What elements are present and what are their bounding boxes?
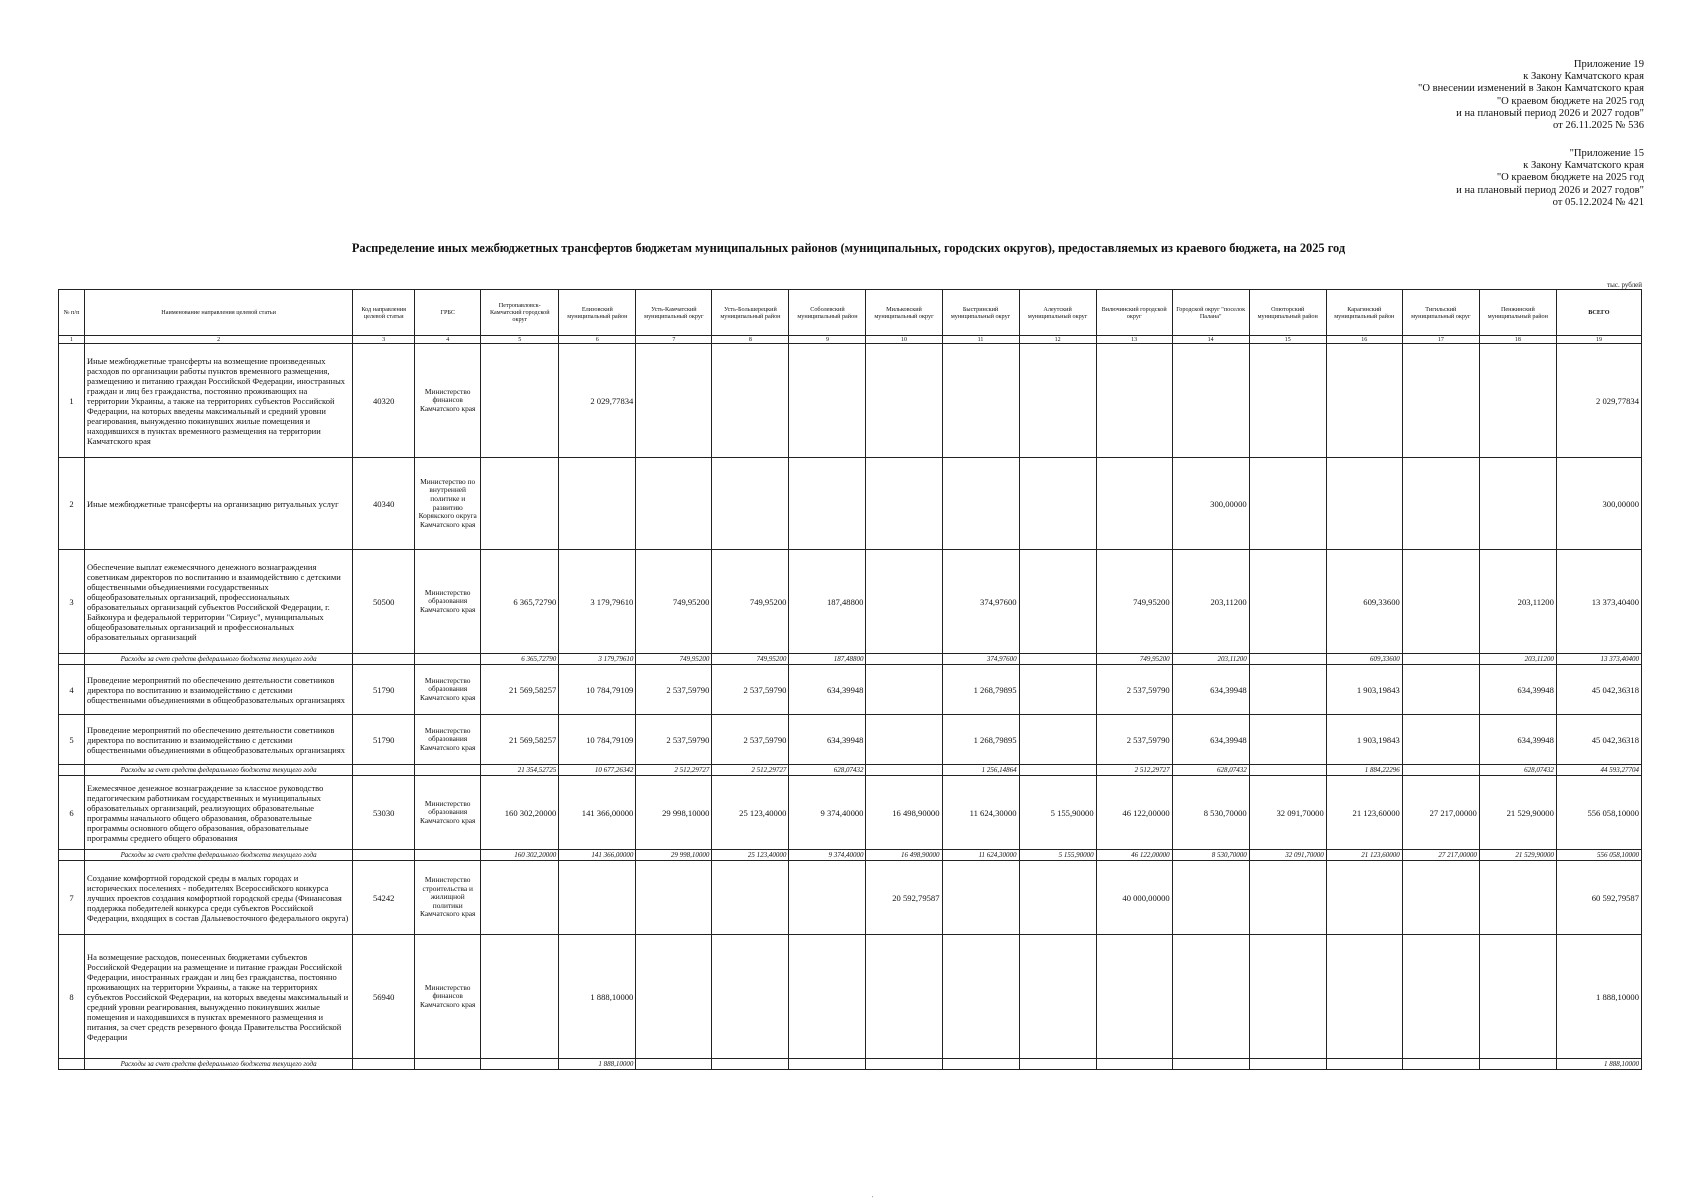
row-value: 27 217,00000 — [1402, 776, 1479, 850]
column-header: Наименование направления целевой статьи — [85, 290, 353, 336]
column-header: ВСЕГО — [1556, 290, 1641, 336]
row-number: 6 — [59, 776, 85, 850]
sub-value — [866, 654, 942, 665]
row-value — [636, 344, 712, 458]
row-value — [1096, 344, 1172, 458]
row-value: 32 091,70000 — [1249, 776, 1326, 850]
row-value — [1249, 344, 1326, 458]
row-value: 5 155,90000 — [1019, 776, 1096, 850]
column-header: Тигильский муниципальный округ — [1402, 290, 1479, 336]
table-row — [59, 776, 1642, 850]
sub-value: 10 677,26342 — [559, 765, 636, 776]
row-name: Проведение мероприятий по обеспечению деятельности советников директора по воспитанию и взаимодействию с детскими общественными объединениями в общеобразовательных организациях — [85, 665, 353, 715]
row-value: 749,95200 — [1096, 550, 1172, 654]
row-value: 634,39948 — [1479, 665, 1556, 715]
sub-value: 25 123,40000 — [712, 850, 789, 861]
row-value — [866, 935, 942, 1059]
sub-empty — [353, 654, 415, 665]
row-value: 9 374,40000 — [789, 776, 866, 850]
row-value — [1249, 550, 1326, 654]
row-value — [942, 935, 1019, 1059]
sub-empty — [59, 765, 85, 776]
row-value: 1 268,79895 — [942, 715, 1019, 765]
column-number: 14 — [1172, 336, 1249, 344]
column-number: 13 — [1096, 336, 1172, 344]
row-code: 56940 — [353, 935, 415, 1059]
row-value — [1402, 715, 1479, 765]
row-value — [559, 458, 636, 550]
row-number: 5 — [59, 715, 85, 765]
row-value: 11 624,30000 — [942, 776, 1019, 850]
sub-empty — [59, 1059, 85, 1070]
sub-value — [1479, 1059, 1556, 1070]
row-value — [1402, 935, 1479, 1059]
row-value — [1326, 935, 1402, 1059]
row-value: 2 537,59790 — [636, 665, 712, 715]
column-number: 5 — [481, 336, 559, 344]
sub-value — [942, 1059, 1019, 1070]
table-row — [59, 458, 1642, 550]
row-value — [1249, 458, 1326, 550]
column-header: Вилючинский городской округ — [1096, 290, 1172, 336]
sub-value: 1 884,22296 — [1326, 765, 1402, 776]
row-value: 1 903,19843 — [1326, 665, 1402, 715]
header-line: и на плановый период 2026 и 2027 годов" — [1456, 184, 1644, 196]
sub-empty — [415, 765, 481, 776]
sub-value: 203,11200 — [1479, 654, 1556, 665]
sub-value: 3 179,79610 — [559, 654, 636, 665]
row-value: 300,00000 — [1172, 458, 1249, 550]
row-number: 8 — [59, 935, 85, 1059]
row-value — [1402, 665, 1479, 715]
row-grbs: Министерство образования Камчатского края — [415, 550, 481, 654]
row-code: 40340 — [353, 458, 415, 550]
row-value — [942, 861, 1019, 935]
row-value: 203,11200 — [1172, 550, 1249, 654]
transfers-table — [58, 289, 1642, 1070]
row-value — [866, 665, 942, 715]
row-value — [1172, 861, 1249, 935]
row-value — [789, 458, 866, 550]
column-header: Городской округ "поселок Палана" — [1172, 290, 1249, 336]
row-value: 10 784,79109 — [559, 665, 636, 715]
sub-value: 1 256,14864 — [942, 765, 1019, 776]
sub-value: 609,33600 — [1326, 654, 1402, 665]
row-code: 40320 — [353, 344, 415, 458]
row-value — [1172, 935, 1249, 1059]
column-header: Мильковский муниципальный округ — [866, 290, 942, 336]
row-value: 141 366,00000 — [559, 776, 636, 850]
document-title: Распределение иных межбюджетных трансфертов бюджетам муниципальных районов (муниципальных, городских округов), предоставляемых из краевого бюджета, на 2025 год — [351, 241, 1346, 255]
row-value: 2 537,59790 — [712, 665, 789, 715]
row-total: 45 042,36318 — [1556, 715, 1641, 765]
row-value: 2 537,59790 — [1096, 665, 1172, 715]
sub-total: 1 888,10000 — [1556, 1059, 1641, 1070]
row-value — [789, 861, 866, 935]
sub-value — [1096, 1059, 1172, 1070]
column-header: Усть-Большерецкий муниципальный район — [712, 290, 789, 336]
row-value — [942, 344, 1019, 458]
table-row — [59, 861, 1642, 935]
subtotal-row — [59, 850, 1642, 861]
row-total: 300,00000 — [1556, 458, 1641, 550]
row-value — [636, 861, 712, 935]
row-value — [559, 861, 636, 935]
row-value — [636, 458, 712, 550]
sub-value: 1 888,10000 — [559, 1059, 636, 1070]
row-value — [481, 935, 559, 1059]
sub-empty — [415, 1059, 481, 1070]
row-code: 50500 — [353, 550, 415, 654]
column-header: Елизовский муниципальный район — [559, 290, 636, 336]
column-header: Олюторский муниципальный район — [1249, 290, 1326, 336]
sub-value: 11 624,30000 — [942, 850, 1019, 861]
row-value — [1479, 861, 1556, 935]
row-total: 1 888,10000 — [1556, 935, 1641, 1059]
column-number: 7 — [636, 336, 712, 344]
column-number: 4 — [415, 336, 481, 344]
row-value: 634,39948 — [1172, 665, 1249, 715]
header-line: от 05.12.2024 № 421 — [1552, 196, 1644, 208]
table-row — [59, 344, 1642, 458]
row-value: 749,95200 — [712, 550, 789, 654]
row-value — [712, 344, 789, 458]
column-number: 19 — [1556, 336, 1641, 344]
sub-value: 749,95200 — [1096, 654, 1172, 665]
sub-value: 21 123,60000 — [1326, 850, 1402, 861]
sub-empty — [59, 654, 85, 665]
row-number: 7 — [59, 861, 85, 935]
header-line: "О краевом бюджете на 2025 год — [1496, 95, 1644, 107]
sub-value — [1019, 1059, 1096, 1070]
header-line: "Приложение 15 — [1569, 148, 1644, 159]
sub-value: 749,95200 — [712, 654, 789, 665]
row-value — [1019, 715, 1096, 765]
sub-value: 29 998,10000 — [636, 850, 712, 861]
row-name: Обеспечение выплат ежемесячного денежного вознаграждения советникам директоров по воспитанию и взаимодействию с детскими общественными объединениями государственных общеобразовательных организаций, профессиональных образовательных организаций субъектов Российской Федерации, г. Байконура и федеральной территории "Сириус", муниципальных общеобразовательных организаций и профессиональных образовательных организаций — [85, 550, 353, 654]
header-line: к Закону Камчатского края — [1523, 71, 1644, 83]
sub-value: 203,11200 — [1172, 654, 1249, 665]
row-value — [1402, 458, 1479, 550]
original-appendix-header — [1456, 148, 1644, 209]
column-number: 11 — [942, 336, 1019, 344]
row-value: 21 123,60000 — [1326, 776, 1402, 850]
row-value: 609,33600 — [1326, 550, 1402, 654]
sub-empty — [415, 654, 481, 665]
column-number: 18 — [1479, 336, 1556, 344]
row-value: 6 365,72790 — [481, 550, 559, 654]
column-number: 1 — [59, 336, 85, 344]
row-value — [712, 935, 789, 1059]
row-name: Создание комфортной городской среды в малых городах и исторических поселениях - победителях Всероссийского конкурса лучших проектов создания комфортной городской среды (Финансовая поддержка победителей конкурса среди субъектов Российской Федерации, входящих в состав Дальневосточного федерального округа) — [85, 861, 353, 935]
row-code: 54242 — [353, 861, 415, 935]
table-row — [59, 715, 1642, 765]
sub-empty — [59, 850, 85, 861]
sub-value: 21 529,90000 — [1479, 850, 1556, 861]
sub-value: 187,48800 — [789, 654, 866, 665]
sub-value: 6 365,72790 — [481, 654, 559, 665]
sub-value — [1172, 1059, 1249, 1070]
row-name: На возмещение расходов, понесенных бюджетами субъектов Российской Федерации на размещение и питание граждан Российской Федерации, иностранных граждан и лиц без гражданства, постоянно проживающих на территории Украины, а также на территориях субъектов Российской Федерации, на которых введены максимальный и средний уровни реагирования, вынужденно покинувших жилые помещения и находившихся в пунктах временного размещения и питания, за счет средств резервного фонда Правительства Российской Федерации — [85, 935, 353, 1059]
sub-value — [1249, 1059, 1326, 1070]
row-value — [1249, 665, 1326, 715]
row-value: 10 784,79109 — [559, 715, 636, 765]
column-number: 17 — [1402, 336, 1479, 344]
row-value — [481, 861, 559, 935]
row-code: 51790 — [353, 715, 415, 765]
row-value — [866, 344, 942, 458]
column-header: Пенжинский муниципальный район — [1479, 290, 1556, 336]
row-value — [866, 550, 942, 654]
row-value: 634,39948 — [1172, 715, 1249, 765]
sub-value: 16 498,90000 — [866, 850, 942, 861]
row-name: Ежемесячное денежное вознаграждение за классное руководство педагогическим работникам государственных и муниципальных образовательных организаций, реализующих образовательные программы начального общего образования, образовательные программы основного общего образования, образовательные программы среднего общего образования — [85, 776, 353, 850]
row-value — [1326, 861, 1402, 935]
sub-empty — [353, 765, 415, 776]
sub-value: 2 512,29727 — [636, 765, 712, 776]
column-number: 16 — [1326, 336, 1402, 344]
row-value: 634,39948 — [1479, 715, 1556, 765]
row-number: 3 — [59, 550, 85, 654]
row-value: 16 498,90000 — [866, 776, 942, 850]
header-line: Приложение 19 — [1573, 59, 1644, 70]
sub-value — [1326, 1059, 1402, 1070]
sub-total: 44 593,27704 — [1556, 765, 1641, 776]
column-number: 2 — [85, 336, 353, 344]
column-header: ГРБС — [415, 290, 481, 336]
sub-value: 374,97600 — [942, 654, 1019, 665]
sub-value: 628,07432 — [789, 765, 866, 776]
column-number: 10 — [866, 336, 942, 344]
row-value — [1402, 861, 1479, 935]
sub-value: 32 091,70000 — [1249, 850, 1326, 861]
subtotal-row — [59, 765, 1642, 776]
row-value — [1019, 935, 1096, 1059]
row-value — [1019, 665, 1096, 715]
sub-value: 5 155,90000 — [1019, 850, 1096, 861]
row-value: 2 029,77834 — [559, 344, 636, 458]
table-row — [59, 550, 1642, 654]
row-value: 749,95200 — [636, 550, 712, 654]
sub-value — [636, 1059, 712, 1070]
column-header: Усть-Камчатский муниципальный округ — [636, 290, 712, 336]
row-value — [712, 861, 789, 935]
row-value — [1249, 715, 1326, 765]
row-value — [1019, 344, 1096, 458]
header-line: от 26.11.2025 № 536 — [1552, 120, 1644, 132]
row-value: 2 537,59790 — [712, 715, 789, 765]
row-value — [712, 458, 789, 550]
row-value: 203,11200 — [1479, 550, 1556, 654]
row-value — [481, 458, 559, 550]
row-value — [1019, 861, 1096, 935]
sub-value — [1249, 765, 1326, 776]
column-number: 12 — [1019, 336, 1096, 344]
row-value — [789, 935, 866, 1059]
row-value — [1479, 344, 1556, 458]
row-value: 634,39948 — [789, 715, 866, 765]
column-number: 3 — [353, 336, 415, 344]
row-value: 160 302,20000 — [481, 776, 559, 850]
sub-name: Расходы за счет средств федерального бюджета текущего года — [85, 850, 353, 861]
sub-value — [1402, 765, 1479, 776]
sub-value: 160 302,20000 — [481, 850, 559, 861]
row-total: 45 042,36318 — [1556, 665, 1641, 715]
sub-value: 628,07432 — [1479, 765, 1556, 776]
units-label: тыс. рублей — [1607, 281, 1642, 289]
sub-value: 21 354,52725 — [481, 765, 559, 776]
row-name: Проведение мероприятий по обеспечению деятельности советников директора по воспитанию и взаимодействию с детскими общественными объединениями в общеобразовательных организациях — [85, 715, 353, 765]
row-value — [1019, 550, 1096, 654]
row-value — [866, 715, 942, 765]
row-value: 21 569,58257 — [481, 665, 559, 715]
sub-empty — [353, 850, 415, 861]
page-mark: ' — [872, 1196, 874, 1202]
row-number: 2 — [59, 458, 85, 550]
sub-value — [1019, 765, 1096, 776]
row-name: Иные межбюджетные трансферты на организацию ритуальных услуг — [85, 458, 353, 550]
row-value: 46 122,00000 — [1096, 776, 1172, 850]
row-value: 1 268,79895 — [942, 665, 1019, 715]
row-value — [942, 458, 1019, 550]
sub-value — [866, 1059, 942, 1070]
row-value: 8 530,70000 — [1172, 776, 1249, 850]
row-total: 556 058,10000 — [1556, 776, 1641, 850]
subtotal-row — [59, 1059, 1642, 1070]
sub-value — [1249, 654, 1326, 665]
column-number: 15 — [1249, 336, 1326, 344]
header-row — [59, 290, 1642, 336]
row-value — [866, 458, 942, 550]
sub-value: 2 512,29727 — [1096, 765, 1172, 776]
sub-value: 749,95200 — [636, 654, 712, 665]
sub-value — [789, 1059, 866, 1070]
sub-value: 27 217,00000 — [1402, 850, 1479, 861]
column-header: Алеутский муниципальный округ — [1019, 290, 1096, 336]
column-header: Быстринский муниципальный округ — [942, 290, 1019, 336]
column-number: 9 — [789, 336, 866, 344]
row-value: 2 537,59790 — [636, 715, 712, 765]
row-total: 13 373,40400 — [1556, 550, 1641, 654]
row-value: 3 179,79610 — [559, 550, 636, 654]
row-value: 1 888,10000 — [559, 935, 636, 1059]
sub-value: 9 374,40000 — [789, 850, 866, 861]
row-grbs: Министерство финансов Камчатского края — [415, 344, 481, 458]
column-header: № п/п — [59, 290, 85, 336]
row-value — [1096, 458, 1172, 550]
sub-value: 2 512,29727 — [712, 765, 789, 776]
table-row — [59, 665, 1642, 715]
amendment-header — [1418, 59, 1644, 132]
row-grbs: Министерство образования Камчатского края — [415, 715, 481, 765]
header-line: "О краевом бюджете на 2025 год — [1496, 172, 1644, 184]
row-value — [1172, 344, 1249, 458]
sub-name: Расходы за счет средств федерального бюджета текущего года — [85, 765, 353, 776]
row-value — [1096, 935, 1172, 1059]
row-code: 53030 — [353, 776, 415, 850]
row-value: 25 123,40000 — [712, 776, 789, 850]
sub-name: Расходы за счет средств федерального бюджета текущего года — [85, 654, 353, 665]
row-name: Иные межбюджетные трансферты на возмещение произведенных расходов по организации работы пунктов временного размещения, размещению и питанию граждан Российской Федерации, иностранных граждан и лиц без гражданства, постоянно проживающих на территории Украины, а также на территориях субъектов Российской Федерации, на которых введены максимальный и средний уровни реагирования, вынужденно покинувших жилые помещения и находившихся в пунктах временного размещения на территории Камчатского края — [85, 344, 353, 458]
sub-name: Расходы за счет средств федерального бюджета текущего года — [85, 1059, 353, 1070]
row-value — [1402, 550, 1479, 654]
row-value: 634,39948 — [789, 665, 866, 715]
subtotal-row — [59, 654, 1642, 665]
row-value: 2 537,59790 — [1096, 715, 1172, 765]
row-number: 4 — [59, 665, 85, 715]
column-header: Код направления целевой статьи — [353, 290, 415, 336]
column-number: 6 — [559, 336, 636, 344]
row-total: 2 029,77834 — [1556, 344, 1641, 458]
row-value — [1019, 458, 1096, 550]
row-value: 21 529,90000 — [1479, 776, 1556, 850]
sub-value: 141 366,00000 — [559, 850, 636, 861]
sub-value — [866, 765, 942, 776]
row-code: 51790 — [353, 665, 415, 715]
row-value — [636, 935, 712, 1059]
sub-value: 628,07432 — [1172, 765, 1249, 776]
row-value — [1326, 458, 1402, 550]
row-grbs: Министерство образования Камчатского края — [415, 776, 481, 850]
row-value: 21 569,58257 — [481, 715, 559, 765]
row-value: 374,97600 — [942, 550, 1019, 654]
sub-value — [481, 1059, 559, 1070]
row-value — [481, 344, 559, 458]
header-line: к Закону Камчатского края — [1523, 160, 1644, 172]
sub-value — [1402, 654, 1479, 665]
row-number: 1 — [59, 344, 85, 458]
sub-total: 13 373,40400 — [1556, 654, 1641, 665]
column-header: Петропавловск-Камчатский городской округ — [481, 290, 559, 336]
row-value — [1479, 458, 1556, 550]
row-value: 1 903,19843 — [1326, 715, 1402, 765]
row-value — [789, 344, 866, 458]
row-value — [1402, 344, 1479, 458]
header-line: и на плановый период 2026 и 2027 годов" — [1456, 107, 1644, 119]
row-grbs: Министерство финансов Камчатского края — [415, 935, 481, 1059]
row-grbs: Министерство по внутренней политике и развитию Корякского округа Камчатского края — [415, 458, 481, 550]
row-value: 20 592,79587 — [866, 861, 942, 935]
sub-total: 556 058,10000 — [1556, 850, 1641, 861]
column-header: Карагинский муниципальный район — [1326, 290, 1402, 336]
header-line: "О внесении изменений в Закон Камчатского края — [1418, 83, 1644, 95]
column-number-row — [59, 336, 1642, 344]
row-value — [1326, 344, 1402, 458]
sub-value — [1402, 1059, 1479, 1070]
sub-value: 46 122,00000 — [1096, 850, 1172, 861]
sub-empty — [415, 850, 481, 861]
table-row — [59, 935, 1642, 1059]
row-value: 29 998,10000 — [636, 776, 712, 850]
row-value — [1249, 861, 1326, 935]
sub-value: 8 530,70000 — [1172, 850, 1249, 861]
sub-empty — [353, 1059, 415, 1070]
column-header: Соболевский муниципальный район — [789, 290, 866, 336]
row-value: 40 000,00000 — [1096, 861, 1172, 935]
column-number: 8 — [712, 336, 789, 344]
row-value — [1479, 935, 1556, 1059]
row-grbs: Министерство строительства и жилищной политики Камчатского края — [415, 861, 481, 935]
row-value — [1249, 935, 1326, 1059]
row-total: 60 592,79587 — [1556, 861, 1641, 935]
row-value: 187,48800 — [789, 550, 866, 654]
sub-value — [1019, 654, 1096, 665]
row-grbs: Министерство образования Камчатского края — [415, 665, 481, 715]
sub-value — [712, 1059, 789, 1070]
